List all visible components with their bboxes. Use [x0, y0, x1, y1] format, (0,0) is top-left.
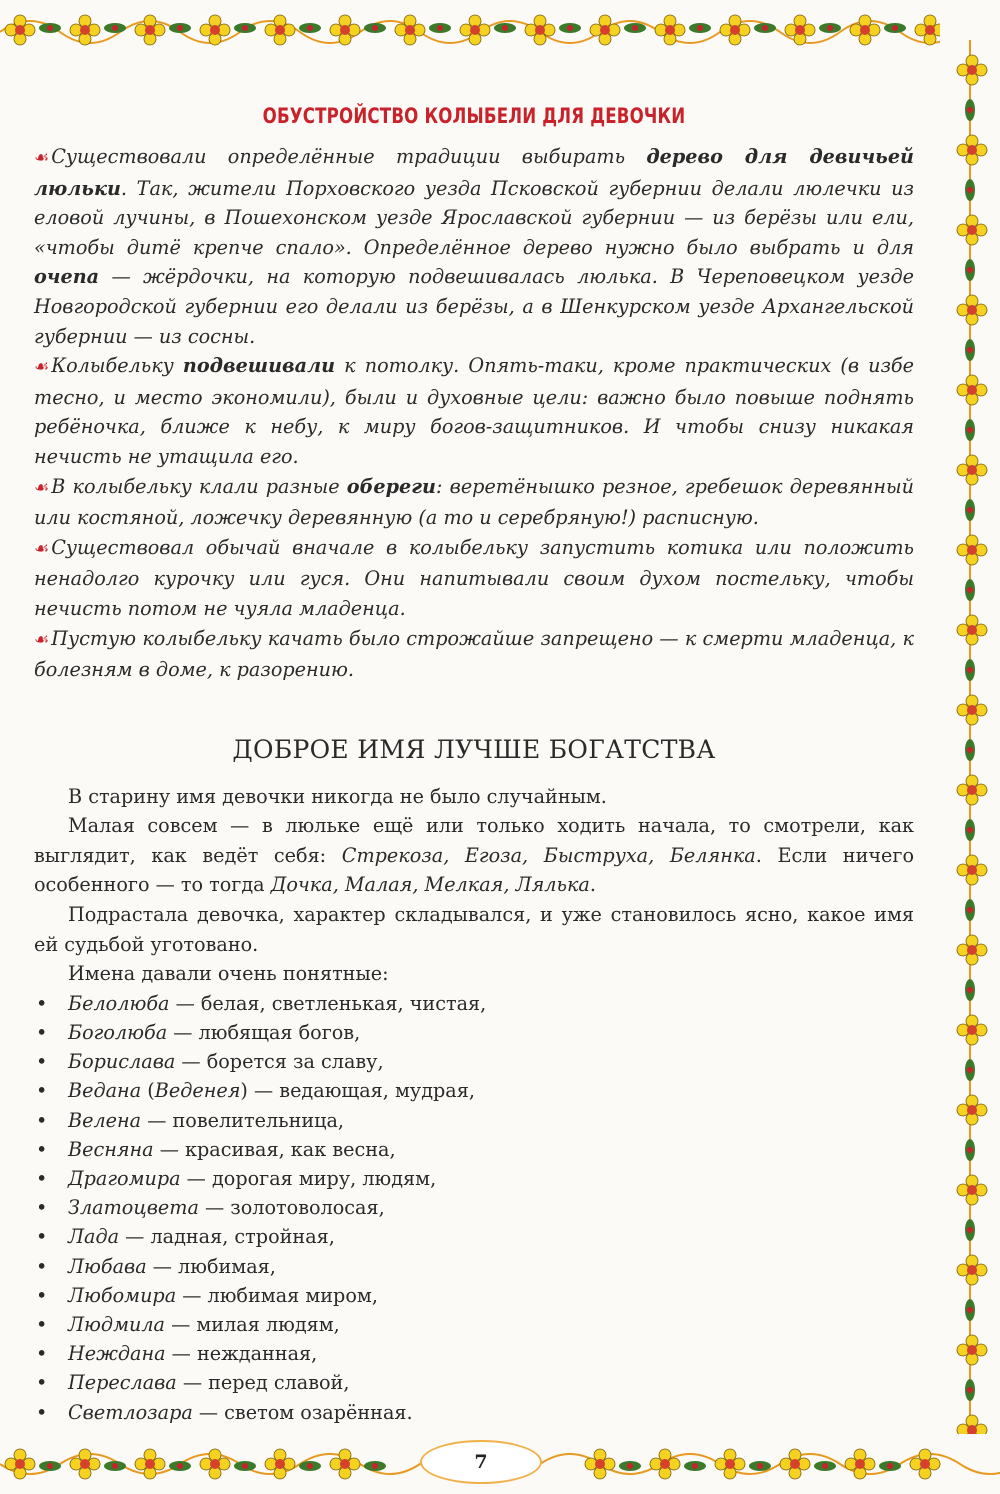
list-item: • Людмила — милая людям,	[34, 1310, 914, 1339]
list-item: • Светлозара — светом озарённая.	[34, 1398, 914, 1427]
tradition-item: ☙ Существовали определённые традиции выбирать дерево для девичьей люльки. Так, жители Порховского уезда Псковской губернии делали люлечки из еловой лучины, в Пошехонском уезде Ярославской губернии — из берёзы или ели, «чтобы дитё крепче спало». Определённое дерево нужно было выбрать и для очепа — жёрдочки, на которую подвешивалась люлька. В Череповецком уезде Новгородской губернии его делали из берёзы, а в Шенкурском уезде Архангельской губернии — из сосны.	[34, 145, 914, 348]
tradition-item: ☙ Колыбельку подвешивали к потолку. Опять-таки, кроме практических (в избе тесно, и место экономили), были и духовные цели: важно было повыше поднять ребёночка, ближе к небу, к миру богов-защитников. И чтобы снизу никакая нечисть не утащила его.	[34, 354, 914, 468]
paragraph: Малая совсем — в люльке ещё или только ходить начала, то смотрели, как выглядит, как ведёт себя: Стрекоза, Егоза, Быструха, Белянка. Если ничего особенного — то тогда Дочка, Малая, Мелкая, Лялька.	[34, 814, 915, 897]
section-title-names: ДОБРОЕ ИМЯ ЛУЧШЕ БОГАТСТВА	[232, 734, 716, 764]
floral-border-right	[940, 0, 1000, 1494]
list-item: • Ведана (Веденея) — ведающая, мудрая,	[34, 1076, 914, 1105]
list-item: • Неждана — нежданная,	[34, 1339, 914, 1368]
list-item: • Боголюба — любящая богов,	[34, 1018, 914, 1047]
ornament-bullet-icon: ☙	[34, 629, 50, 650]
list-item: • Златоцвета — золотоволосая,	[34, 1193, 914, 1222]
ornament-bullet-icon: ☙	[34, 538, 50, 559]
list-item: • Белолюба — белая, светленькая, чистая,	[34, 989, 914, 1018]
page-content	[34, 96, 914, 1427]
list-item: • Велена — повелительница,	[34, 1106, 914, 1135]
list-item: • Весняна — красивая, как весна,	[34, 1135, 914, 1164]
list-item: • Драгомира — дорогая миру, людям,	[34, 1164, 914, 1193]
section-title-cradle: ОБУСТРОЙСТВО КОЛЫБЕЛИ ДЛЯ ДЕВОЧКИ	[262, 104, 686, 128]
paragraph: Подрастала девочка, характер складывался, и уже становилось ясно, какое имя ей судьбой уготовано.	[34, 903, 914, 956]
floral-border-top	[0, 0, 1000, 62]
cradle-traditions	[34, 142, 914, 685]
tradition-item: ☙ Существовал обычай вначале в колыбельку запустить котика или положить ненадолго курочку или гуся. Они напитывали своим духом постельку, чтобы нечисть потом не чуяла младенца.	[34, 535, 914, 620]
ornament-bullet-icon: ☙	[34, 357, 50, 378]
names-list	[34, 989, 914, 1427]
tradition-item: ☙ В колыбельку клали разные обереги: веретёнышко резное, гребешок деревянный или костяной, ложечку деревянную (а то и серебряную!) расписную.	[34, 474, 914, 530]
list-item: • Любомира — любимая миром,	[34, 1281, 914, 1310]
list-item: • Переслава — перед славой,	[34, 1368, 914, 1397]
names-body	[34, 782, 914, 1427]
ornament-bullet-icon: ☙	[34, 477, 50, 498]
tradition-item: ☙ Пустую колыбельку качать было строжайше запрещено — к смерти младенца, к болезням в доме, к разорению.	[34, 626, 914, 682]
list-item: • Лада — ладная, стройная,	[34, 1222, 914, 1251]
paragraph: Имена давали очень понятные:	[68, 962, 389, 986]
list-item: • Любава — любимая,	[34, 1252, 914, 1281]
paragraph: В старину имя девочки никогда не было случайным.	[68, 784, 607, 808]
page-number: 7	[420, 1440, 542, 1484]
ornament-bullet-icon: ☙	[34, 148, 50, 168]
list-item: • Борислава — борется за славу,	[34, 1047, 914, 1076]
